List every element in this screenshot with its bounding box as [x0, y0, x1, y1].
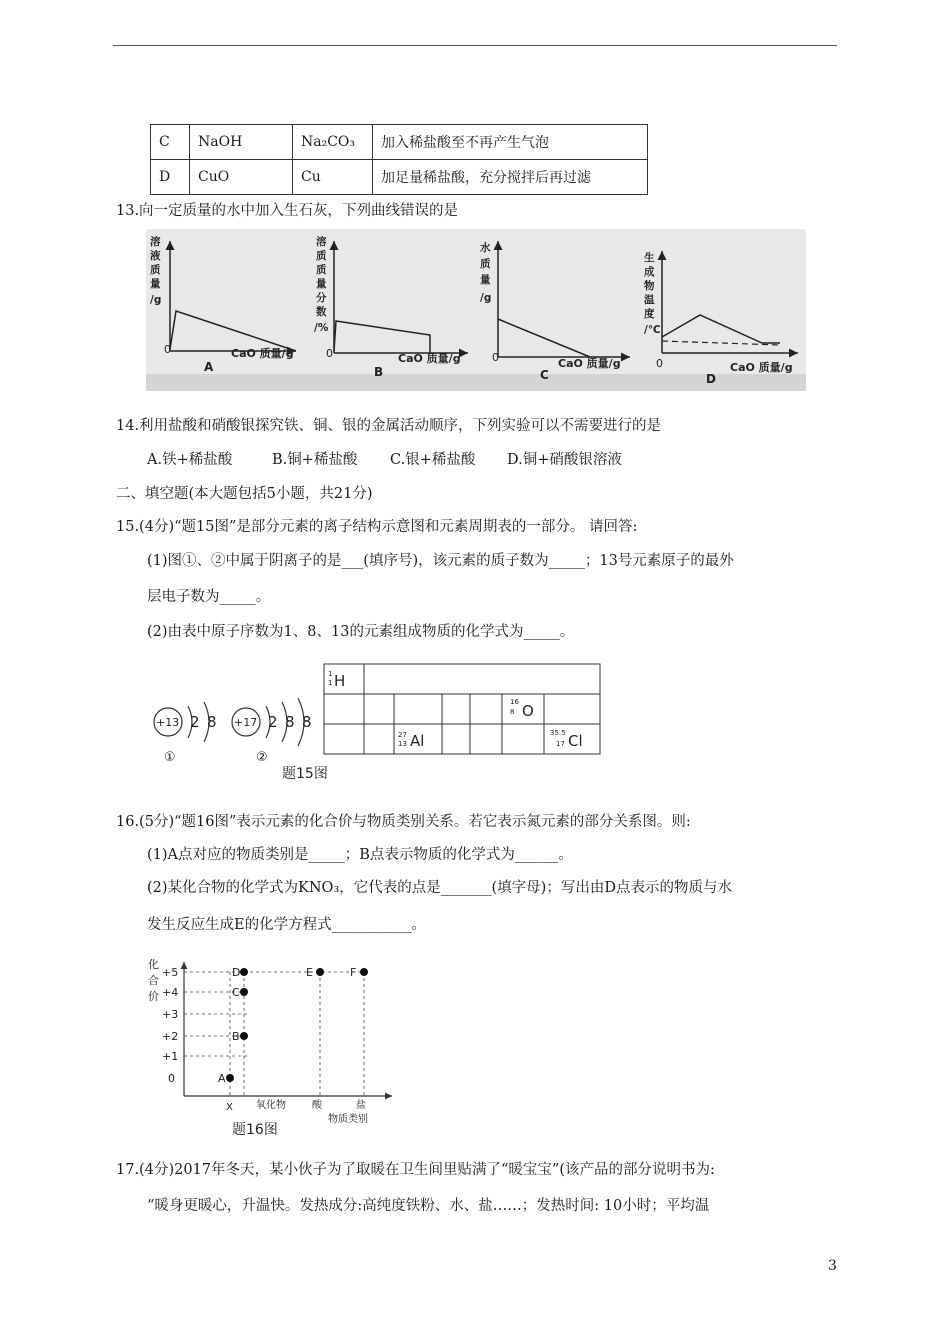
y-axis-label: /%	[314, 322, 329, 334]
q14-option-c: C.银+稀盐酸	[390, 452, 476, 468]
y-axis-label: 化	[148, 958, 159, 971]
y-axis-label: 合	[148, 974, 159, 987]
y-axis-label: 量	[480, 274, 491, 286]
q14-option-b: B.铜+稀盐酸	[272, 452, 358, 468]
x-tick-label: X	[226, 1102, 233, 1113]
option-letter: B	[374, 365, 384, 379]
element-symbol: H	[334, 672, 346, 690]
atomic-mass: 35.5	[550, 729, 566, 737]
y-axis-label: 质	[316, 250, 327, 262]
atomic-number: 13	[398, 740, 407, 748]
atomic-number: 17	[556, 740, 565, 748]
shell-electrons: 8	[285, 713, 295, 731]
shell-electrons: 8	[302, 713, 312, 731]
q14-option-d: D.铜+硝酸银溶液	[507, 452, 622, 468]
y-axis-label: 数	[316, 306, 327, 318]
q16-part1: (1)A点对应的物质类别是_____；B点表示物质的化学式为______。	[147, 847, 573, 863]
table-cell: Cu	[293, 160, 373, 195]
shell-electrons: 2	[190, 713, 200, 731]
y-axis-label: 质	[480, 258, 491, 270]
table-cell: 加足量稀盐酸，充分搅拌后再过滤	[373, 160, 648, 195]
y-axis-label: 分	[316, 292, 327, 304]
q17-line2: “暖身更暖心，升温快。发热成分:高纯度铁粉、水、盐……；发热时间: 10小时；平均温	[147, 1198, 710, 1214]
y-axis-label: 物	[644, 280, 655, 292]
graph-background	[146, 229, 806, 391]
shell-electrons: 8	[207, 713, 217, 731]
table-cell: CuO	[190, 160, 293, 195]
y-axis-label: 温	[644, 294, 655, 306]
option-letter: D	[706, 372, 716, 386]
q15-stem: 15.(4分)“题15图”是部分元素的离子结构示意图和元素周期表的一部分。 请回答:	[116, 519, 638, 535]
option-table	[150, 124, 648, 195]
point-f	[360, 968, 368, 976]
figure-caption: 题15图	[282, 766, 328, 782]
x-axis-label: CaO 质量/g	[558, 357, 621, 370]
q15-part1-cont: 层电子数为_____。	[147, 589, 271, 605]
origin-label: 0	[164, 343, 171, 356]
origin-label: 0	[492, 351, 499, 364]
point-label: E	[306, 966, 313, 979]
point-d	[240, 968, 248, 976]
y-axis-label: /g	[150, 294, 162, 306]
atomic-mass: 27	[398, 731, 407, 739]
atomic-mass: 1	[328, 679, 333, 687]
y-axis-label: 量	[316, 278, 327, 290]
y-tick-label: 0	[168, 1072, 175, 1085]
nucleus-charge: +17	[234, 716, 258, 729]
q16-stem: 16.(5分)“题16图”表示元素的化合价与物质类别关系。若它表示氮元素的部分关系图。则:	[116, 814, 691, 830]
figure-caption: 题16图	[232, 1122, 278, 1138]
q13-stem: 13.向一定质量的水中加入生石灰，下列曲线错误的是	[116, 203, 459, 219]
point-label: D	[232, 966, 241, 979]
y-axis-label: 度	[644, 308, 655, 320]
atomic-mass: 16	[510, 698, 519, 706]
x-tick-label: 酸	[312, 1100, 322, 1111]
element-symbol: Al	[410, 732, 425, 750]
nucleus-charge: +13	[156, 716, 180, 729]
table-cell: NaOH	[190, 125, 293, 160]
q17-line1: 17.(4分)2017年冬天，某小伙子为了取暖在卫生间里贴满了“暖宝宝”(该产品的部分说明书为:	[116, 1162, 715, 1178]
q16-part2-cont: 发生反应生成E的化学方程式___________。	[147, 917, 426, 933]
table-cell: D	[151, 160, 190, 195]
point-e	[316, 968, 324, 976]
section-heading: 二、填空题(本大题包括5小题，共21分)	[116, 486, 373, 502]
y-axis-label: 质	[150, 264, 161, 276]
y-tick-label: +5	[162, 966, 179, 979]
x-axis-title: 物质类别	[328, 1114, 368, 1125]
header-rule	[113, 45, 837, 46]
q15-part1: (1)图①、②中属于阴离子的是___(填序号)，该元素的质子数为_____；13号元素原子的最外	[147, 553, 734, 569]
y-axis-label: 量	[150, 278, 161, 290]
option-letter: A	[204, 360, 214, 374]
point-b	[240, 1032, 248, 1040]
origin-label: 0	[656, 357, 663, 370]
y-tick-label: +3	[162, 1008, 179, 1021]
y-axis-label: 溶	[316, 236, 327, 248]
shell-electrons: 2	[268, 713, 278, 731]
y-axis-label: 溶	[150, 236, 161, 248]
y-tick-label: +1	[162, 1050, 179, 1063]
q15-figure	[146, 660, 606, 784]
q15-part2: (2)由表中原子序数为1、8、13的元素组成物质的化学式为_____。	[147, 624, 575, 640]
element-symbol: O	[522, 702, 534, 720]
point-c	[240, 988, 248, 996]
x-axis-label: CaO 质量/g	[231, 347, 294, 360]
table-cell: C	[151, 125, 190, 160]
table-row	[151, 160, 648, 195]
diagram-label: ①	[164, 750, 176, 765]
y-tick-label: +4	[162, 986, 179, 999]
option-letter: C	[540, 368, 549, 382]
point-label: F	[350, 966, 357, 979]
y-axis-label: /℃	[644, 324, 661, 336]
table-row	[151, 125, 648, 160]
q16-figure	[146, 956, 406, 1138]
element-symbol: Cl	[568, 732, 583, 750]
origin-label: 0	[326, 347, 333, 360]
atomic-number: 8	[510, 708, 515, 716]
y-axis-label: 质	[316, 264, 327, 276]
q13-graphs	[146, 229, 806, 391]
x-tick-label: 氧化物	[256, 1100, 286, 1111]
x-axis-label: CaO 质量/g	[398, 352, 461, 365]
q14-stem: 14.利用盐酸和硝酸银探究铁、铜、银的金属活动顺序，下列实验可以不需要进行的是	[116, 418, 662, 434]
x-axis-label: CaO 质量/g	[730, 361, 793, 374]
y-axis-label: 液	[150, 250, 161, 262]
atomic-number: 1	[328, 670, 333, 678]
point-a	[226, 1074, 234, 1082]
y-axis-label: 价	[148, 990, 159, 1003]
y-tick-label: +2	[162, 1030, 179, 1043]
y-axis-label: 水	[480, 242, 491, 254]
diagram-label: ②	[256, 750, 268, 765]
x-tick-label: 盐	[356, 1100, 366, 1111]
page-number: 3	[828, 1258, 837, 1274]
table-cell: Na₂CO₃	[293, 125, 373, 160]
point-label: C	[232, 986, 240, 999]
q14-option-a: A.铁+稀盐酸	[147, 452, 233, 468]
y-axis-label: 成	[644, 266, 655, 278]
y-axis-label: /g	[480, 292, 492, 304]
grid	[184, 972, 368, 1096]
point-label: B	[232, 1030, 240, 1043]
y-axis-label: 生	[644, 252, 655, 264]
table-cell: 加入稀盐酸至不再产生气泡	[373, 125, 648, 160]
q16-part2: (2)某化合物的化学式为KNO₃，它代表的点是_______(填字母)；写出由D点表示的物质与水	[147, 880, 732, 896]
point-label: A	[218, 1072, 226, 1085]
